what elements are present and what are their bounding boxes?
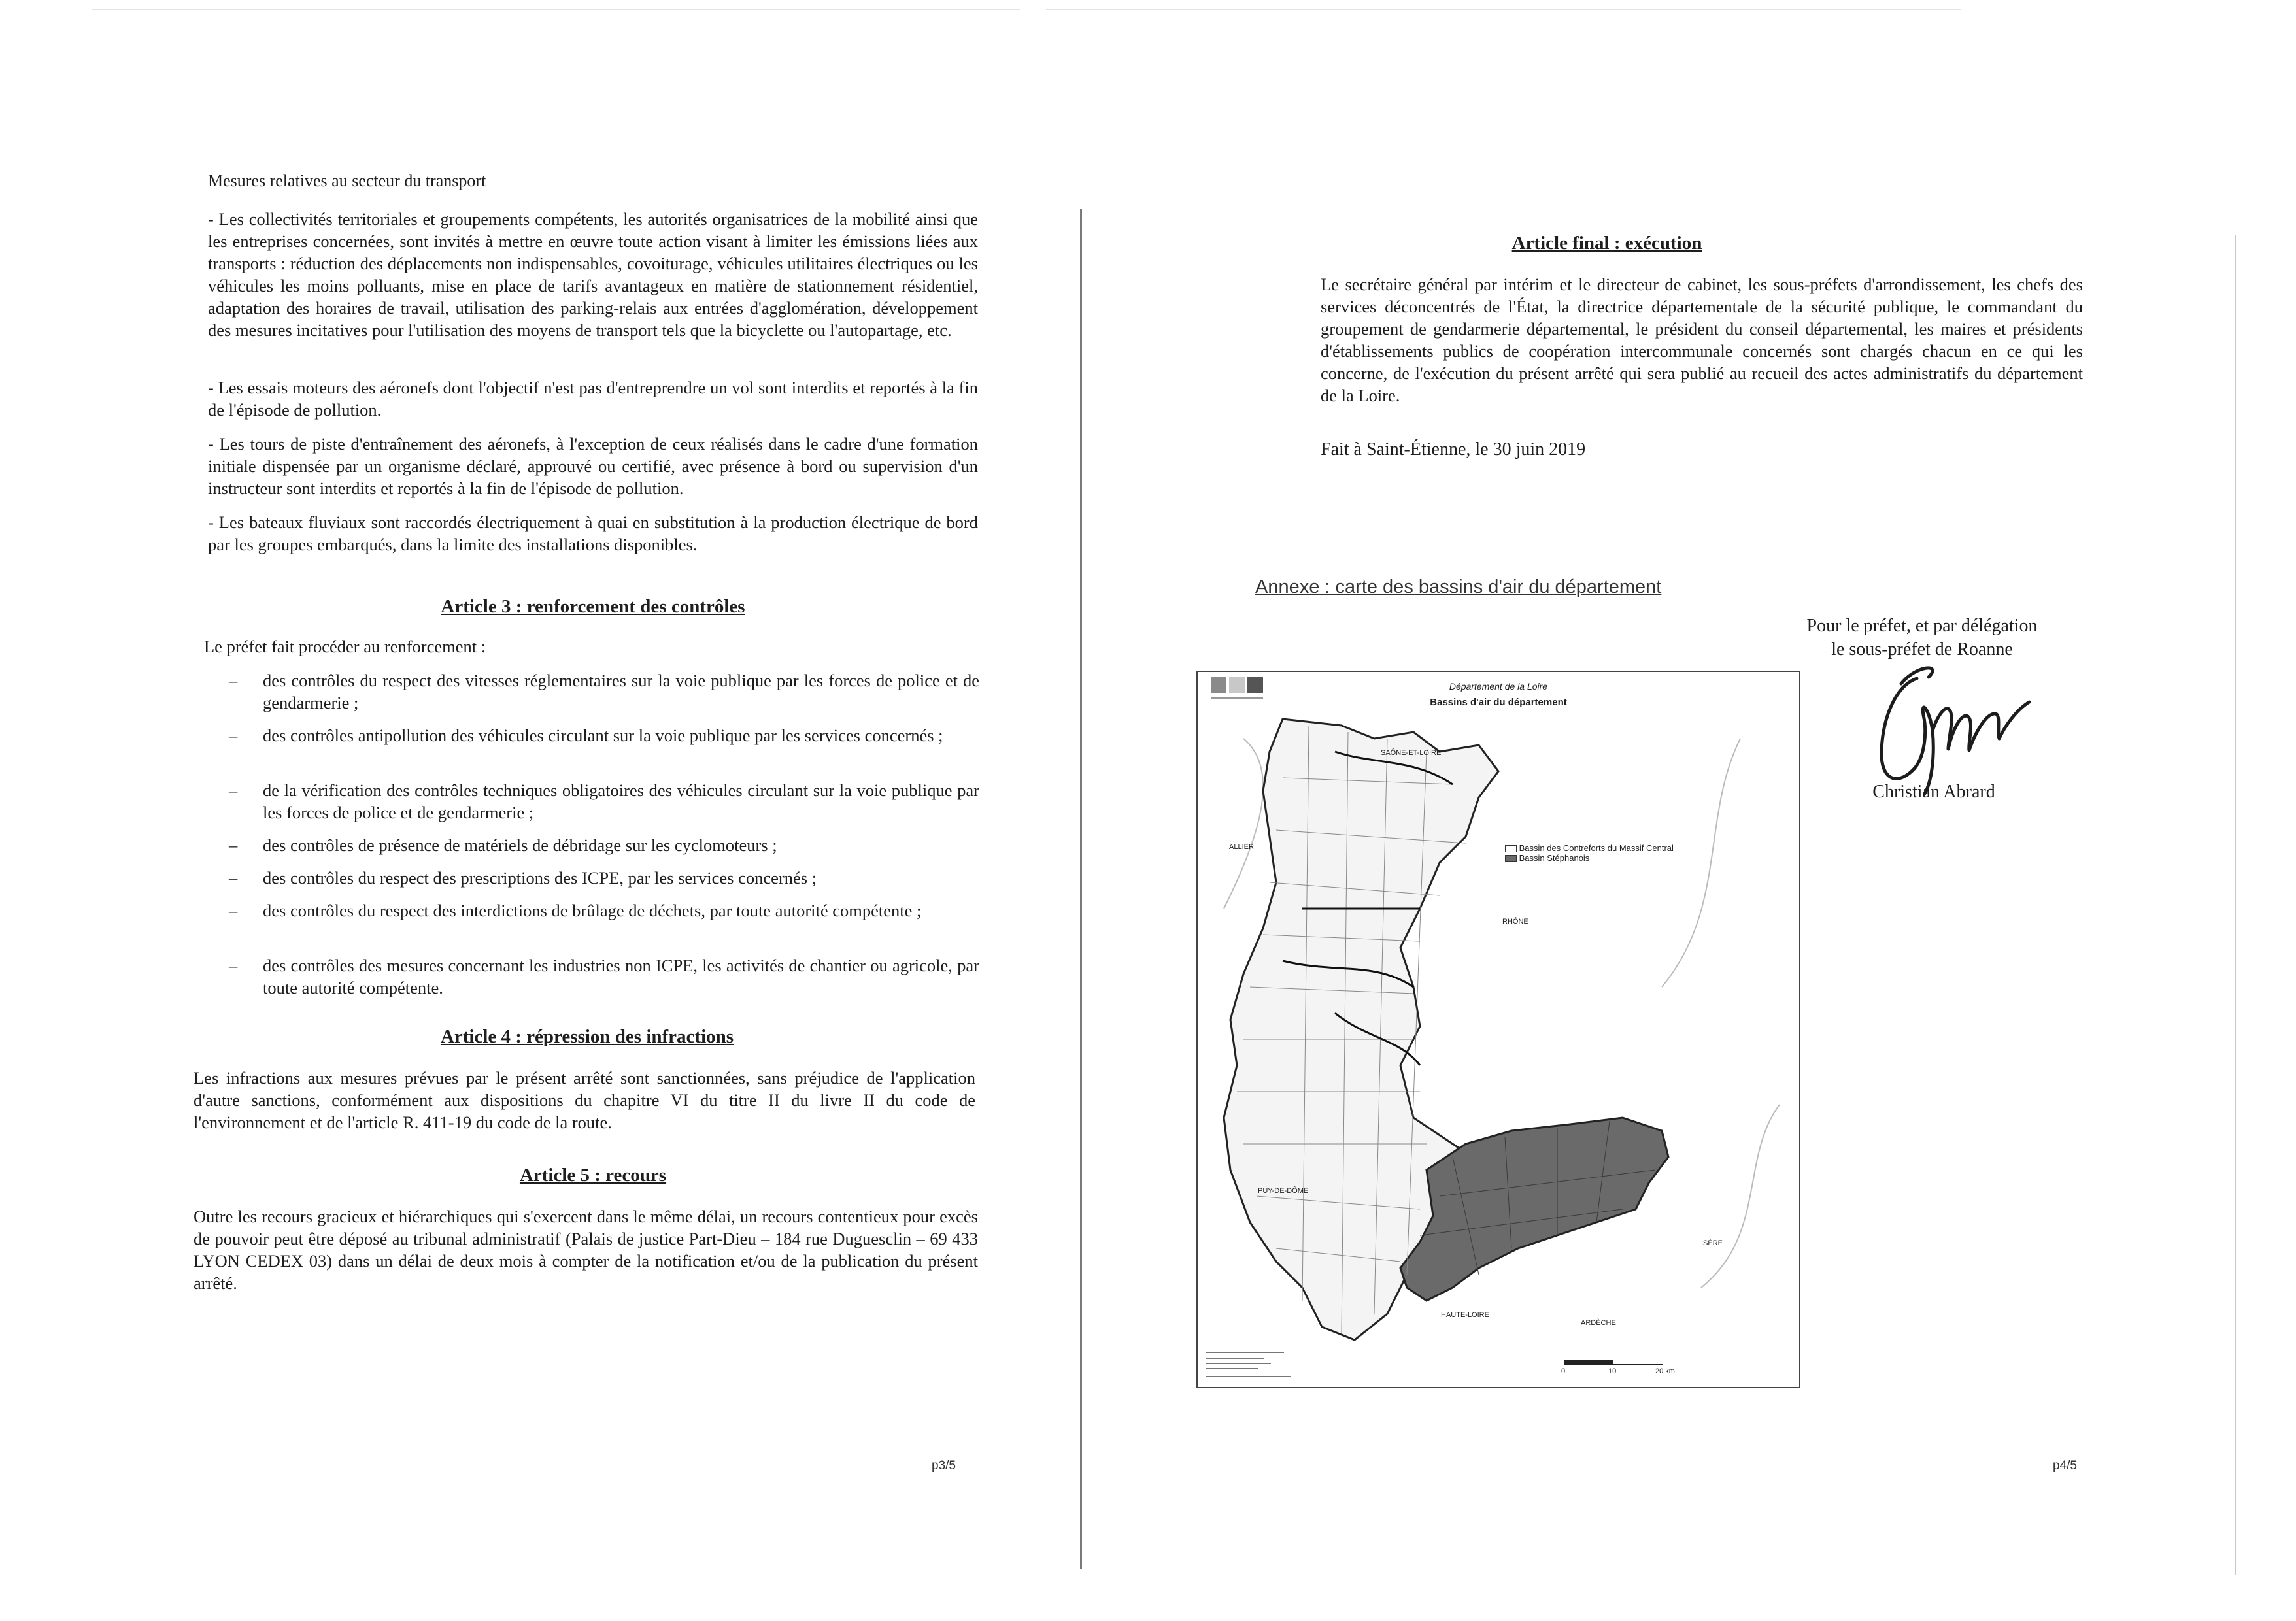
map-scale-bar <box>1564 1360 1663 1365</box>
bullet-text: des contrôles du respect des vitesses réglementaires sur la voie publique par les forces de police et de gendarmerie ; <box>263 671 979 712</box>
paragraph-river-boats: - Les bateaux fluviaux sont raccordés électriquement à quai en substitution à la production électrique de bord par les groupes embarqués, dans la limite des installations disponibles. <box>208 512 978 554</box>
paragraph-engine-tests: - Les essais moteurs des aéronefs dont l'objectif n'est pas d'entreprendre un vol sont interdits et reportés à la fin de l'épisode de pollution. <box>208 378 978 420</box>
legend-item-stephanois <box>1505 853 1740 863</box>
legend-label: Bassin Stéphanois <box>1519 853 1590 863</box>
article-4-text: Les infractions aux mesures prévues par le présent arrêté sont sanctionnées, sans préjudice de l'application d'autre sanctions, conformément aux dispositions du chapitre VI du titre II du livre II du code de l'environnement et de l'article R. 411-19 du code de la route. <box>194 1068 975 1132</box>
signature-line-2: le sous-préfet de Roanne <box>1831 639 2013 660</box>
article-5-title: Article 5 : recours <box>519 1165 667 1186</box>
map-label-south: HAUTE-LOIRE <box>1441 1311 1489 1319</box>
annex-map <box>1196 671 1800 1388</box>
paragraph-circuit-flights: - Les tours de piste d'entraînement des aéronefs, à l'exception de ceux réalisés dans le cadre d'une formation initiale dispensée par un organisme déclaré, approuvé ou certifié, avec présence à bord ou supervision d'un instructeur sont interdits et reportés à la fin de l'épisode de pollution. <box>208 434 978 498</box>
bullet-dash-icon: – <box>229 726 238 745</box>
map-label-east: RHÔNE <box>1502 918 1528 926</box>
legend-item-contreforts <box>1505 843 1740 853</box>
map-scale-mid: 10 <box>1608 1367 1617 1375</box>
annex-title: Annexe : carte des bassins d'air du département <box>1255 577 1662 597</box>
map-label-north: SAÔNE-ET-LOIRE <box>1381 749 1442 757</box>
map-legend <box>1505 843 1740 863</box>
bullet-text: des contrôles du respect des interdictions de brûlage de déchets, par toute autorité compétente ; <box>263 901 922 920</box>
article-3-bullet-7 <box>229 954 979 999</box>
article-3-bullet-1 <box>229 669 979 714</box>
legend-swatch-contreforts <box>1505 845 1517 852</box>
article-3-bullet-6 <box>229 899 979 922</box>
signature-line-1: Pour le préfet, et par délégation <box>1806 616 2038 636</box>
article-final-title: Article final : exécution <box>1511 233 1702 254</box>
article-3-bullet-2 <box>229 724 979 746</box>
article-3-intro: Le préfet fait procéder au renforcement : <box>204 637 486 656</box>
map-label-southwest: PUY-DE-DÔME <box>1258 1187 1309 1195</box>
map-source-notes <box>1206 1349 1310 1382</box>
legend-label: Bassin des Contreforts du Massif Central <box>1519 843 1674 853</box>
map-scale-end: 20 km <box>1655 1367 1675 1375</box>
bullet-dash-icon: – <box>229 835 238 855</box>
map-label-southsoutheast: ARDÈCHE <box>1581 1319 1616 1327</box>
page-number-left: p3/5 <box>932 1459 956 1473</box>
bullet-dash-icon: – <box>229 780 238 800</box>
article-3-title: Article 3 : renforcement des contrôles <box>441 596 745 617</box>
bullet-text: des contrôles des mesures concernant les industries non ICPE, les activités de chantier ou agricole, par toute autorité compétente. <box>263 956 979 997</box>
legend-swatch-stephanois <box>1505 855 1517 862</box>
handwritten-signature <box>1857 659 2053 796</box>
article-3-bullet-5 <box>229 867 979 889</box>
map-label-west: ALLIER <box>1229 843 1254 851</box>
done-at-line: Fait à Saint-Étienne, le 30 juin 2019 <box>1321 439 1586 460</box>
bullet-text: des contrôles du respect des prescriptions des ICPE, par les services concernés ; <box>263 868 817 888</box>
section-heading-transport: Mesures relatives au secteur du transport <box>208 171 486 190</box>
paragraph-transport-actions: - Les collectivités territoriales et groupements compétents, les autorités organisatrices de la mobilité ainsi que les entreprises concernées, sont invités à mettre en œuvre toute action visant à limiter les émissions liées aux transports : réduction des déplacements non indispensables, covoiturage, véhicules utilitaires électriques ou les véhicules les moins polluants, mise en place de tarifs avantageux en matière de stationnement résidentiel, adaptation des horaires de travail, utilisation des parking-relais aux entrées d'agglomération, développement des mesures incitatives pour l'utilisation des moyens de transport tels que la bicyclette ou l'autopartage, etc. <box>208 209 978 340</box>
bullet-text: des contrôles de présence de matériels de débridage sur les cyclomoteurs ; <box>263 835 777 855</box>
map-header-department: Département de la Loire <box>1449 681 1548 692</box>
bullet-text: de la vérification des contrôles techniques obligatoires des véhicules circulant sur la voie publique par les forces de police et de gendarmerie ; <box>263 780 979 822</box>
map-label-southeast: ISÈRE <box>1701 1239 1723 1247</box>
department-map <box>1204 712 1793 1379</box>
bullet-dash-icon: – <box>229 956 238 975</box>
article-4-title: Article 4 : répression des infractions <box>440 1026 734 1047</box>
bullet-dash-icon: – <box>229 901 238 920</box>
bullet-dash-icon: – <box>229 671 238 690</box>
bullet-dash-icon: – <box>229 868 238 888</box>
article-3-bullet-3 <box>229 779 979 824</box>
article-5-text: Outre les recours gracieux et hiérarchiques qui s'exercent dans le même délai, un recours contentieux pour excès de pouvoir peut être déposé au tribunal administratif (Palais de justice Part-Dieu – 184 rue Duguesclin – 69 433 LYON CEDEX 03) dans un délai de deux mois à compter de la notification et/ou de la publication du présent arrêté. <box>194 1207 978 1293</box>
page-3 <box>0 0 1079 1621</box>
bullet-text: des contrôles antipollution des véhicules circulant sur la voie publique par les services concernés ; <box>263 726 943 745</box>
page-4 <box>1079 0 2296 1621</box>
signatory-name: Christian Abrard <box>1872 782 1995 802</box>
article-final-text: Le secrétaire général par intérim et le directeur de cabinet, les sous-préfets d'arrondissement, les chefs des services déconcentrés de l'État, la directrice départementale de la sécurité publique, le commandant du groupement de gendarmerie départemental, le président du conseil départemental, les maires et présidents d'établissements publics de coopération intercommunale concernés sont chargés chacun en ce qui les concerne, de l'exécution du présent arrêté qui sera publié au recueil des actes administratifs du département de la Loire. <box>1321 275 2083 405</box>
map-header-title: Bassins d'air du département <box>1430 697 1567 708</box>
article-3-bullet-4 <box>229 834 979 856</box>
page-number-right: p4/5 <box>2053 1459 2077 1473</box>
map-scale-zero: 0 <box>1561 1367 1566 1375</box>
scan-line-top-left <box>92 9 1020 10</box>
